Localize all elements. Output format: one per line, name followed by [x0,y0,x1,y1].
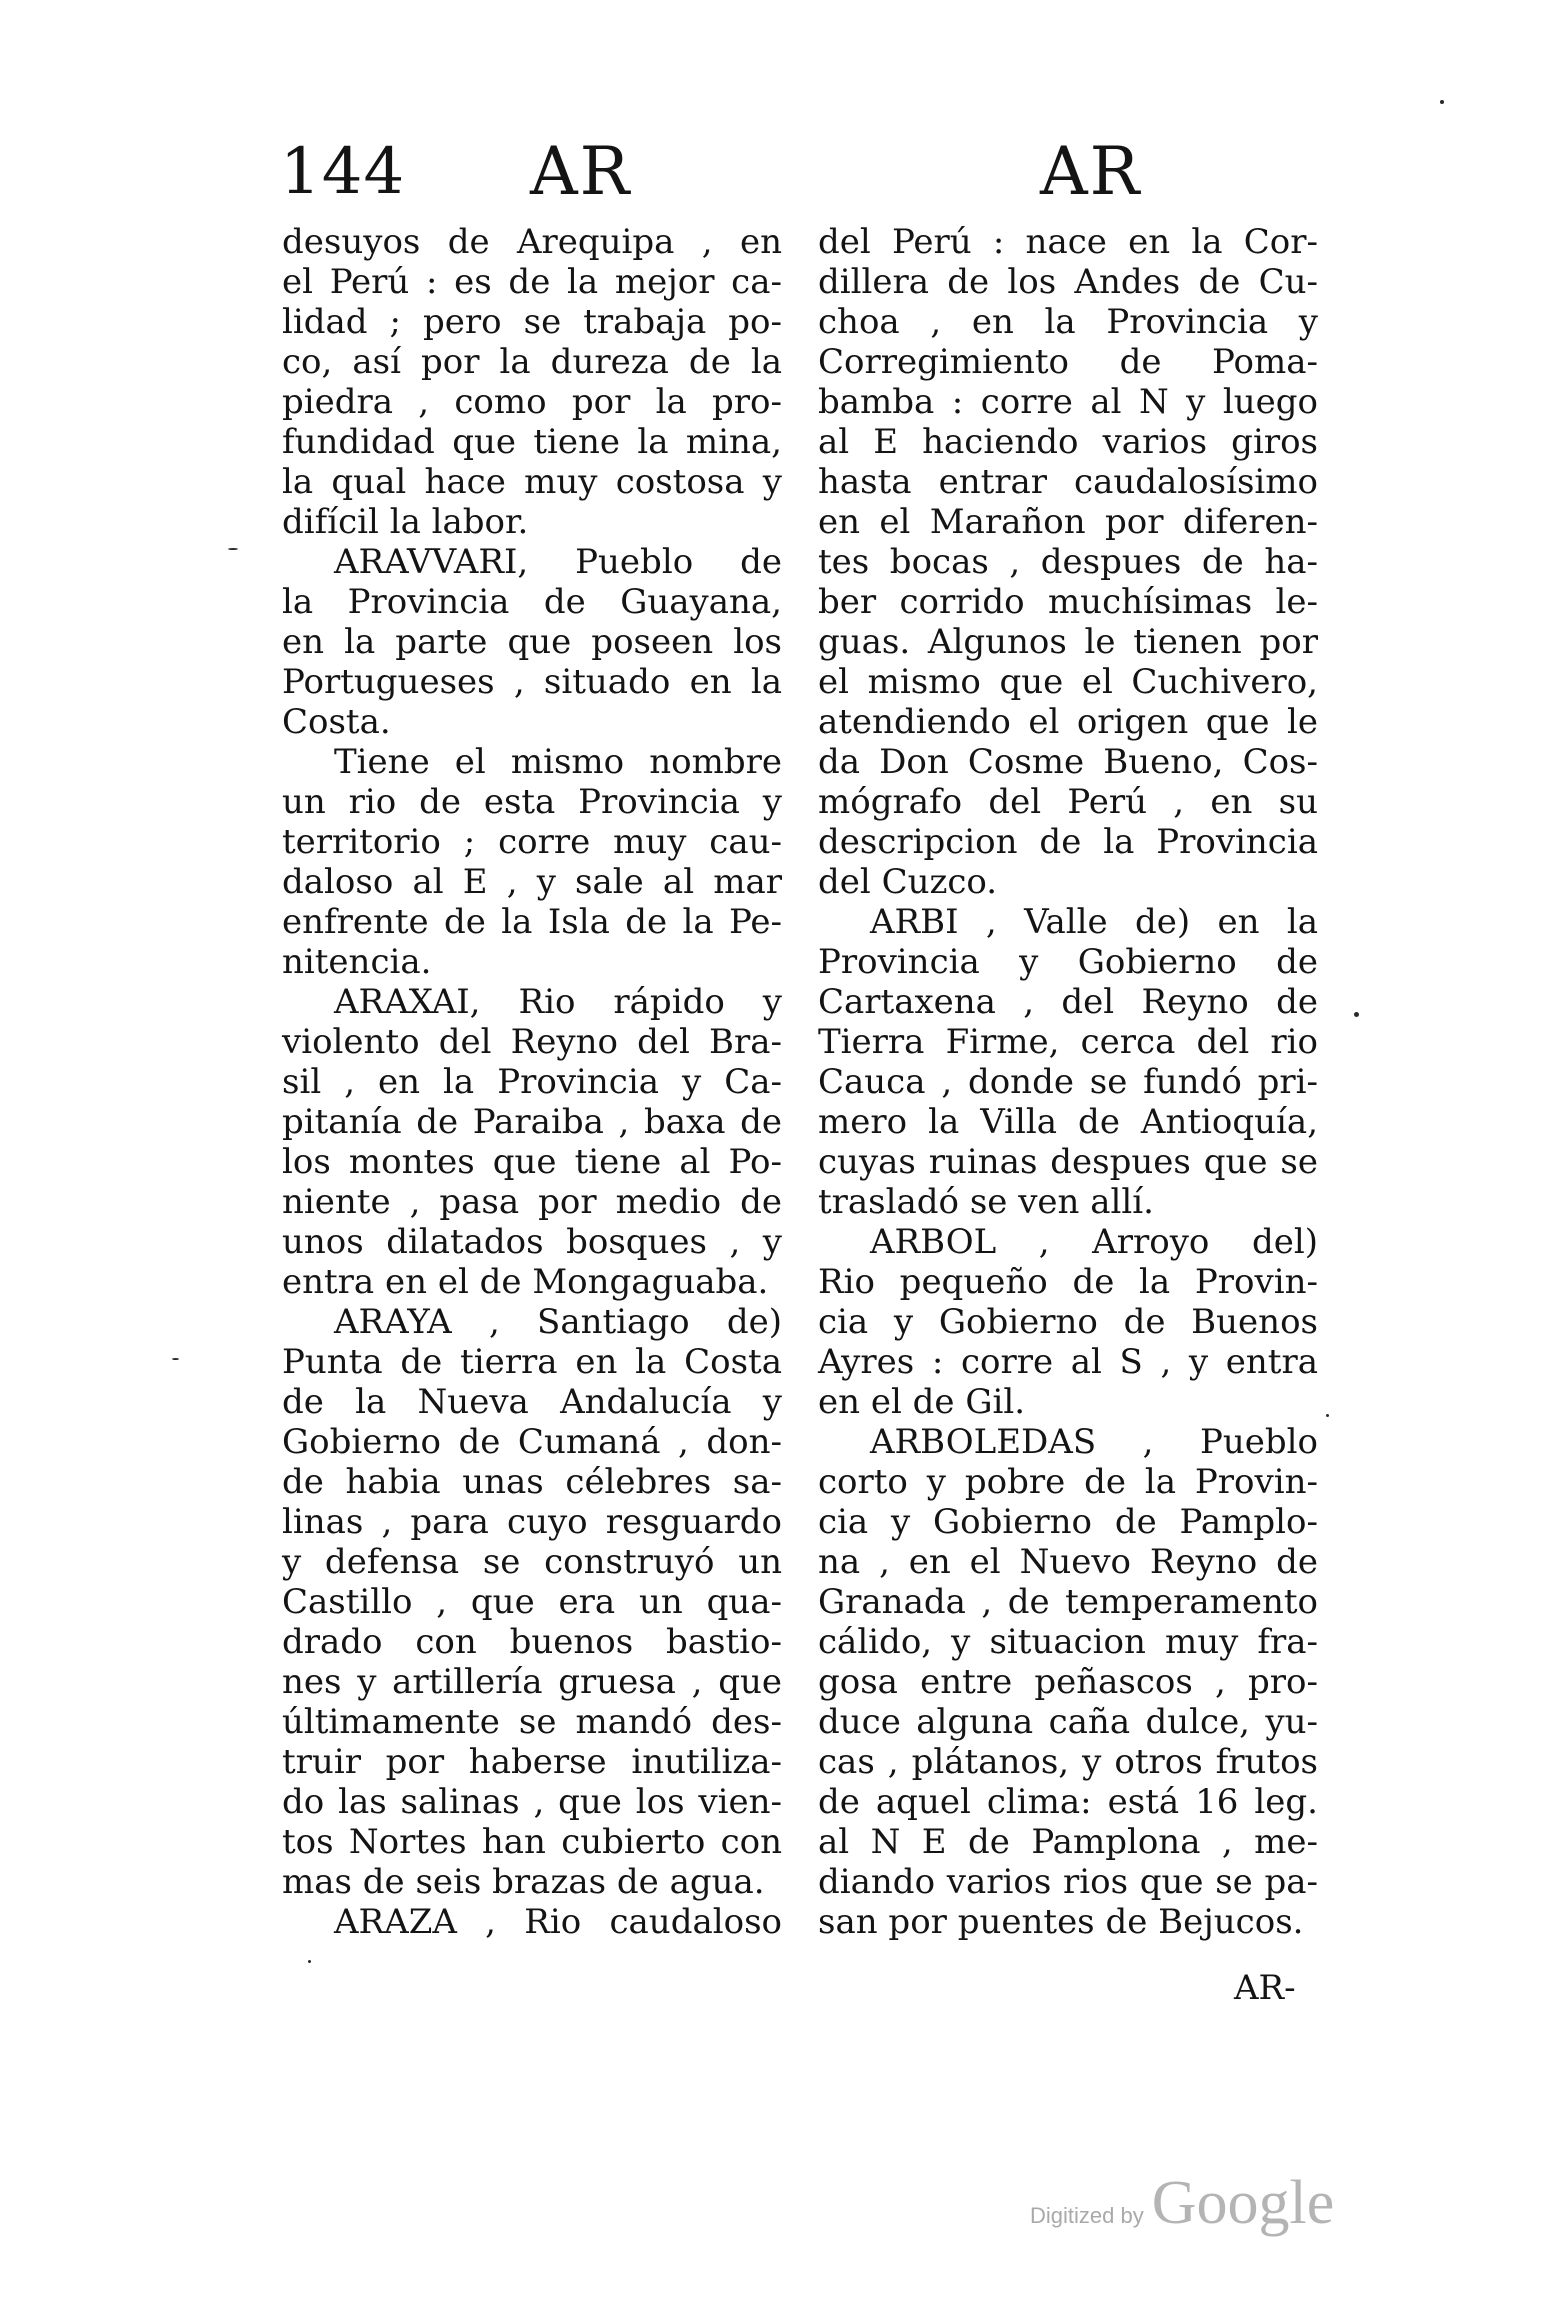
text-line: de aquel clima: está 16 leg. [818,1782,1318,1822]
text-line: cia y Gobierno de Pamplo- [818,1502,1318,1542]
page-header [280,133,1340,220]
text-line: ARAZA , Rio caudaloso [334,1902,782,1942]
running-head-left: AR [530,133,632,210]
text-line: hasta entrar caudalosísimo [818,462,1318,502]
text-line: daloso al E , y sale al mar [282,862,782,902]
text-line: los montes que tiene al Po- [282,1142,782,1182]
text-line: drado con buenos bastio- [282,1622,782,1662]
text-line: la Provincia de Guayana, [282,582,782,622]
text-line: Ayres : corre al S , y entra [818,1342,1318,1382]
text-line: co, así por la dureza de la [282,342,782,382]
scan-speck [172,1358,179,1360]
page-number: 144 [280,135,406,209]
text-line: la qual hace muy costosa y [282,462,782,502]
text-line: guas. Algunos le tienen por [818,622,1318,662]
text-line: cas , plátanos, y otros frutos [818,1742,1318,1782]
text-line: un rio de esta Provincia y [282,782,782,822]
text-line: de habia unas célebres sa- [282,1462,782,1502]
text-line: mero la Villa de Antioquía, [818,1102,1318,1142]
text-line: entra en el de Mongaguaba. [282,1262,769,1302]
text-line: Castillo , que era un qua- [282,1582,782,1622]
text-line: y defensa se construyó un [282,1542,782,1582]
catchword: AR- [1234,1968,1296,2008]
text-line: gosa entre peñascos , pro- [818,1662,1318,1702]
text-line: ARBOL , Arroyo del) [870,1222,1318,1262]
text-line: tes bocas , despues de ha- [818,542,1318,582]
text-line: Corregimiento de Poma- [818,342,1318,382]
text-line: descripcion de la Provincia [818,822,1318,862]
text-line: Cartaxena , del Reyno de [818,982,1318,1022]
text-line: bamba : corre al N y luego [818,382,1318,422]
text-line: dillera de los Andes de Cu- [818,262,1318,302]
text-line: na , en el Nuevo Reyno de [818,1542,1318,1582]
text-line: san por puentes de Bejucos. [818,1902,1304,1942]
left-text-column [282,222,782,1942]
text-line: linas , para cuyo resguardo [282,1502,782,1542]
text-line: lidad ; pero se trabaja po- [282,302,782,342]
text-line: el Perú : es de la mejor ca- [282,262,782,302]
text-line: mógrafo del Perú , en su [818,782,1318,822]
text-line: nes y artillería gruesa , que [282,1662,782,1702]
text-line: cuyas ruinas despues que se [818,1142,1318,1182]
watermark-prefix: Digitized by [1030,2203,1144,2228]
text-line: diando varios rios que se pa- [818,1862,1318,1902]
scan-speck [228,548,238,550]
text-line: duce alguna caña dulce, yu- [818,1702,1318,1742]
text-line: nitencia. [282,942,432,982]
text-line: del Perú : nace en la Cor- [818,222,1318,262]
text-line: sil , en la Provincia y Ca- [282,1062,782,1102]
text-line: ARBI , Valle de) en la [870,902,1318,942]
text-line: unos dilatados bosques , y [282,1222,782,1262]
scan-speck [308,1960,311,1963]
text-line: el mismo que el Cuchivero, [818,662,1318,702]
text-line: trasladó se ven allí. [818,1182,1154,1222]
text-line: corto y pobre de la Provin- [818,1462,1318,1502]
text-line: difícil la labor. [282,502,529,542]
text-line: niente , pasa por medio de [282,1182,782,1222]
text-line: Portugueses , situado en la [282,662,782,702]
text-line: violento del Reyno del Bra- [282,1022,782,1062]
text-line: fundidad que tiene la mina, [282,422,782,462]
text-line: Granada , de temperamento [818,1582,1318,1622]
text-line: territorio ; corre muy cau- [282,822,782,862]
text-line: al E haciendo varios giros [818,422,1318,462]
text-line: cálido, y situacion muy fra- [818,1622,1318,1662]
running-head-right: AR [1040,133,1142,210]
right-text-column [818,222,1318,1942]
text-line: del Cuzco. [818,862,998,902]
text-line: en la parte que poseen los [282,622,782,662]
text-line: cia y Gobierno de Buenos [818,1302,1318,1342]
text-line: choa , en la Provincia y [818,302,1318,342]
scan-speck [1354,1012,1359,1017]
text-line: tos Nortes han cubierto con [282,1822,782,1862]
text-line: Gobierno de Cumaná , don- [282,1422,782,1462]
text-line: desuyos de Arequipa , en [282,222,782,262]
text-line: Tierra Firme, cerca del rio [818,1022,1318,1062]
text-line: en el Marañon por diferen- [818,502,1318,542]
watermark-logo: Google [1151,2169,1335,2237]
text-line: de la Nueva Andalucía y [282,1382,782,1422]
text-line: Tiene el mismo nombre [334,742,782,782]
scan-speck [1326,1414,1329,1417]
text-line: truir por haberse inutiliza- [282,1742,782,1782]
text-line: ber corrido muchísimas le- [818,582,1318,622]
text-line: Provincia y Gobierno de [818,942,1318,982]
text-line: enfrente de la Isla de la Pe- [282,902,782,942]
scan-speck [1440,100,1444,104]
text-line: Punta de tierra en la Costa [282,1342,782,1382]
text-line: mas de seis brazas de agua. [282,1862,765,1902]
text-line: Cauca , donde se fundó pri- [818,1062,1318,1102]
text-line: Costa. [282,702,391,742]
text-line: al N E de Pamplona , me- [818,1822,1318,1862]
text-line: Rio pequeño de la Provin- [818,1262,1318,1302]
digitization-watermark [1030,2168,1334,2239]
text-line: atendiendo el origen que le [818,702,1318,742]
text-line: ARAVVARI, Pueblo de [334,542,782,582]
text-line: piedra , como por la pro- [282,382,782,422]
text-line: ARAYA , Santiago de) [334,1302,782,1342]
text-line: ARBOLEDAS , Pueblo [870,1422,1318,1462]
text-line: en el de Gil. [818,1382,1026,1422]
text-line: últimamente se mandó des- [282,1702,782,1742]
text-line: pitanía de Paraiba , baxa de [282,1102,782,1142]
text-line: da Don Cosme Bueno, Cos- [818,742,1318,782]
text-line: ARAXAI, Rio rápido y [334,982,782,1022]
text-line: do las salinas , que los vien- [282,1782,782,1822]
